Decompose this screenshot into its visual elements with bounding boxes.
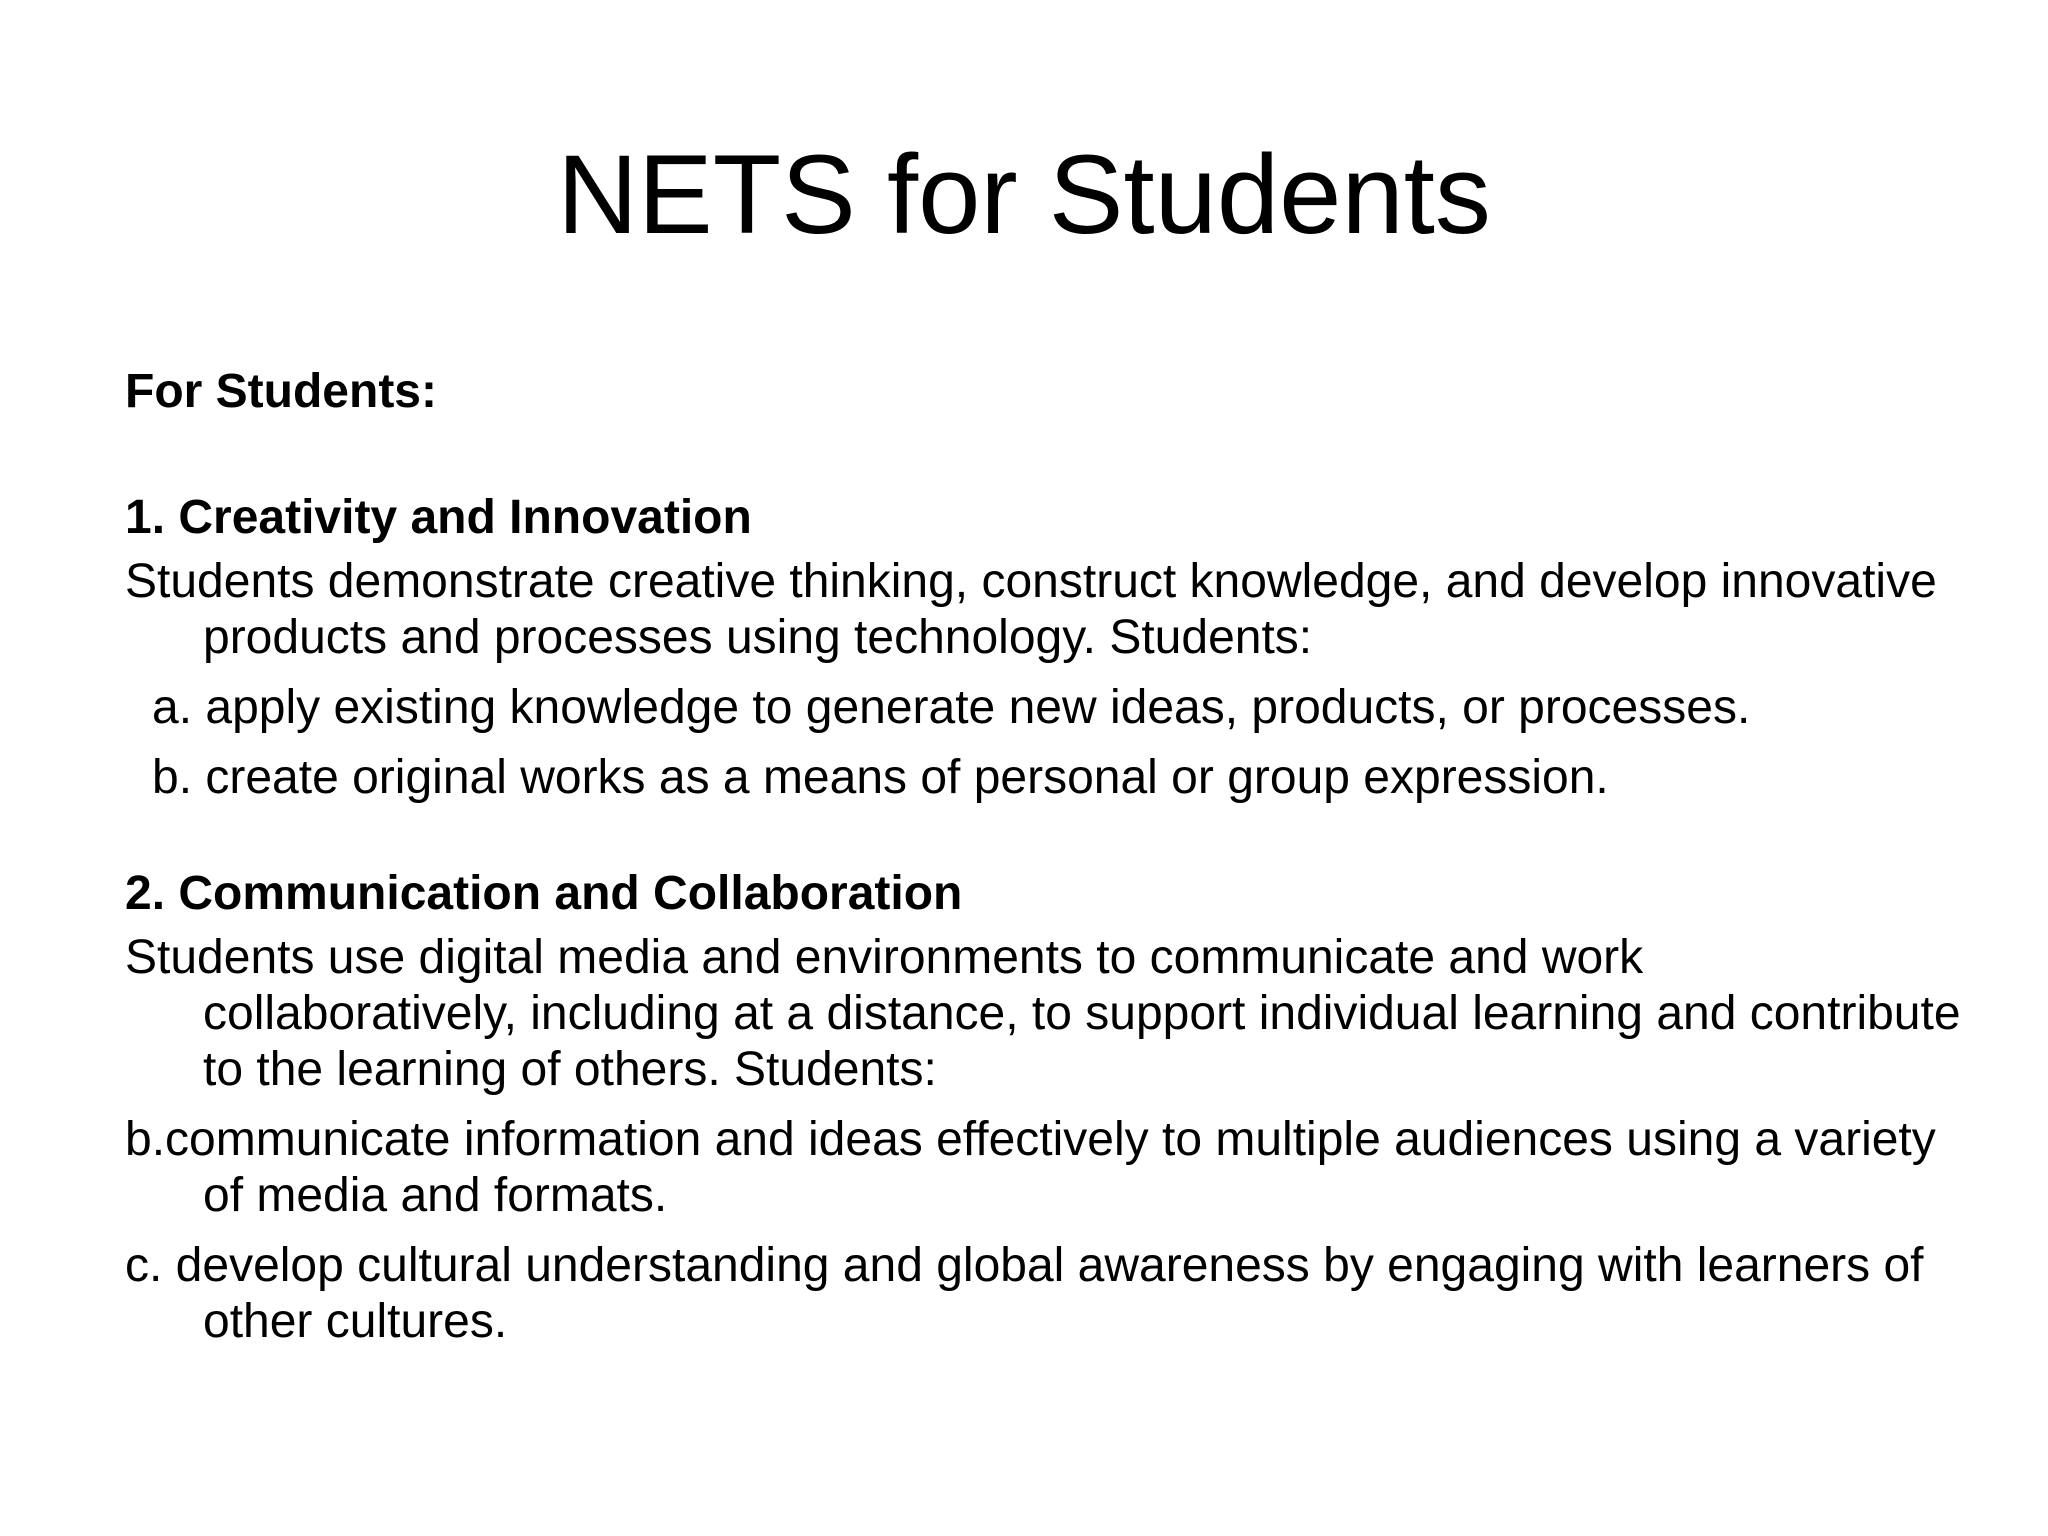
section-heading: 1. Creativity and Innovation [125, 491, 752, 544]
section-creativity [125, 490, 1965, 806]
intro-heading: For Students: [125, 365, 437, 418]
section-heading: 2. Communication and Collaboration [125, 867, 963, 920]
section-description: Students use digital media and environments to communicate and work collaboratively, including at a distance, to support individual learning and contribute to the learning of others. Students: [125, 931, 1961, 1096]
slide-body [125, 364, 1965, 1410]
list-item: c. develop cultural understanding and global awareness by engaging with learners of other cultures. [125, 1239, 1924, 1348]
slide-title: NETS for Students [557, 132, 1491, 257]
list-item: b. create original works as a means of personal or group expression. [152, 751, 1609, 804]
list-item: b.communicate information and ideas effectively to multiple audiences using a variety of media and formats. [125, 1113, 1936, 1222]
list-item: a. apply existing knowledge to generate new ideas, products, or processes. [152, 681, 1751, 734]
section-description: Students demonstrate creative thinking, construct knowledge, and develop innovative products and processes using technology. Students: [125, 555, 1937, 664]
section-communication [125, 866, 1965, 1350]
